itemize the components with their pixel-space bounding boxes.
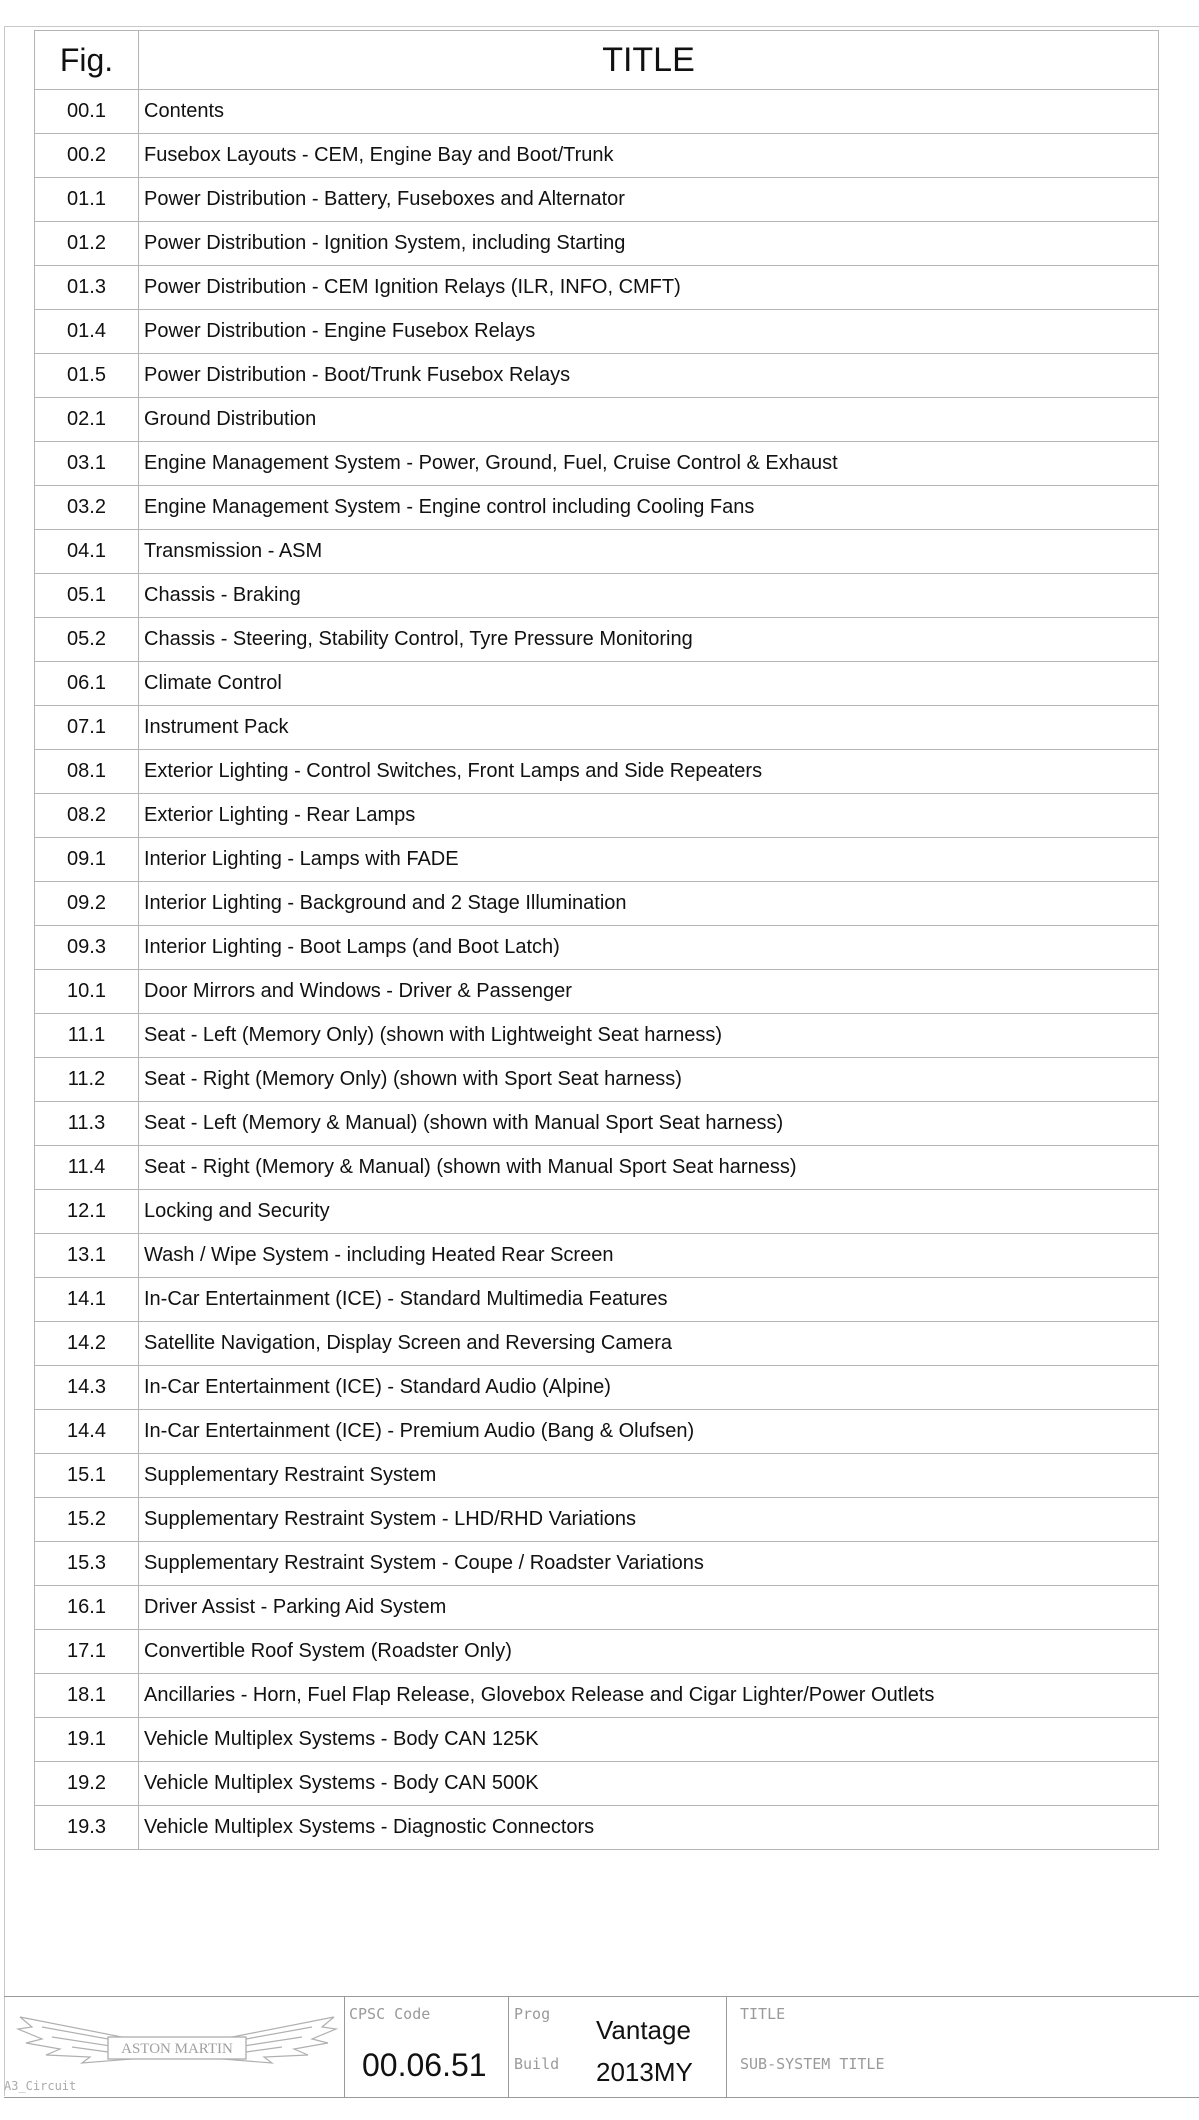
table-row	[35, 1630, 1159, 1674]
table-row	[35, 1718, 1159, 1762]
fig-number: 05.2	[35, 618, 139, 662]
table-row	[35, 970, 1159, 1014]
table-row	[35, 1014, 1159, 1058]
fig-title: Vehicle Multiplex Systems - Diagnostic Connectors	[139, 1806, 1159, 1850]
fig-number: 17.1	[35, 1630, 139, 1674]
fig-number: 16.1	[35, 1586, 139, 1630]
aston-martin-wings-logo	[12, 2007, 342, 2077]
table-row	[35, 794, 1159, 838]
fig-title: Seat - Left (Memory Only) (shown with Lightweight Seat harness)	[139, 1014, 1159, 1058]
cpsc-code-value: 00.06.51	[362, 2047, 487, 2083]
table-row	[35, 1058, 1159, 1102]
table-header-row	[35, 31, 1159, 90]
fig-number: 00.1	[35, 90, 139, 134]
fig-title: Interior Lighting - Background and 2 Stage Illumination	[139, 882, 1159, 926]
fig-number: 09.3	[35, 926, 139, 970]
fig-number: 05.1	[35, 574, 139, 618]
fig-number: 10.1	[35, 970, 139, 1014]
fig-number: 19.3	[35, 1806, 139, 1850]
table-row	[35, 926, 1159, 970]
fig-number: 01.4	[35, 310, 139, 354]
fig-number: 15.3	[35, 1542, 139, 1586]
fig-number: 11.4	[35, 1146, 139, 1190]
table-row	[35, 398, 1159, 442]
contents-table	[34, 30, 1159, 1850]
fig-title: Locking and Security	[139, 1190, 1159, 1234]
fig-number: 03.2	[35, 486, 139, 530]
fig-number: 14.1	[35, 1278, 139, 1322]
subsystem-title-label: SUB-SYSTEM TITLE	[740, 2055, 885, 2073]
title-block	[4, 1996, 1199, 2098]
fig-title: Wash / Wipe System - including Heated Rear Screen	[139, 1234, 1159, 1278]
fig-title: Power Distribution - CEM Ignition Relays (ILR, INFO, CMFT)	[139, 266, 1159, 310]
fig-title: Exterior Lighting - Control Switches, Front Lamps and Side Repeaters	[139, 750, 1159, 794]
prog-value: Vantage	[596, 2015, 691, 2045]
fig-title: Ancillaries - Horn, Fuel Flap Release, Glovebox Release and Cigar Lighter/Power Outlets	[139, 1674, 1159, 1718]
table-row	[35, 530, 1159, 574]
divider	[344, 1997, 345, 2097]
fig-number: 15.2	[35, 1498, 139, 1542]
table-row	[35, 1498, 1159, 1542]
column-header-title: TITLE	[139, 31, 1159, 90]
table-row	[35, 266, 1159, 310]
fig-number: 11.1	[35, 1014, 139, 1058]
fig-title: Fusebox Layouts - CEM, Engine Bay and Boot/Trunk	[139, 134, 1159, 178]
fig-title: Chassis - Braking	[139, 574, 1159, 618]
fig-number: 12.1	[35, 1190, 139, 1234]
fig-title: Engine Management System - Power, Ground, Fuel, Cruise Control & Exhaust	[139, 442, 1159, 486]
fig-number: 19.2	[35, 1762, 139, 1806]
table-row	[35, 1278, 1159, 1322]
fig-title: In-Car Entertainment (ICE) - Standard Multimedia Features	[139, 1278, 1159, 1322]
fig-title: Door Mirrors and Windows - Driver & Passenger	[139, 970, 1159, 1014]
table-row	[35, 1674, 1159, 1718]
fig-number: 18.1	[35, 1674, 139, 1718]
title-label: TITLE	[740, 2005, 786, 2023]
table-row	[35, 178, 1159, 222]
fig-number: 06.1	[35, 662, 139, 706]
table-row	[35, 1762, 1159, 1806]
build-value: 2013MY	[596, 2057, 693, 2087]
fig-title: Power Distribution - Boot/Trunk Fusebox Relays	[139, 354, 1159, 398]
fig-number: 03.1	[35, 442, 139, 486]
column-header-fig: Fig.	[35, 31, 139, 90]
table-row	[35, 706, 1159, 750]
fig-number: 13.1	[35, 1234, 139, 1278]
fig-title: Contents	[139, 90, 1159, 134]
fig-title: Ground Distribution	[139, 398, 1159, 442]
fig-number: 01.3	[35, 266, 139, 310]
fig-number: 00.2	[35, 134, 139, 178]
fig-title: Seat - Right (Memory & Manual) (shown with Manual Sport Seat harness)	[139, 1146, 1159, 1190]
divider	[726, 1997, 727, 2097]
fig-title: Vehicle Multiplex Systems - Body CAN 500K	[139, 1762, 1159, 1806]
fig-number: 01.5	[35, 354, 139, 398]
table-row	[35, 1806, 1159, 1850]
fig-title: Convertible Roof System (Roadster Only)	[139, 1630, 1159, 1674]
divider	[508, 1997, 509, 2097]
table-row	[35, 882, 1159, 926]
table-row	[35, 1586, 1159, 1630]
fig-number: 15.1	[35, 1454, 139, 1498]
prog-label: Prog	[514, 2005, 551, 2023]
table-row	[35, 662, 1159, 706]
fig-title: Exterior Lighting - Rear Lamps	[139, 794, 1159, 838]
table-row	[35, 222, 1159, 266]
fig-title: Supplementary Restraint System - LHD/RHD Variations	[139, 1498, 1159, 1542]
fig-number: 08.1	[35, 750, 139, 794]
table-row	[35, 574, 1159, 618]
table-row	[35, 442, 1159, 486]
fig-title: In-Car Entertainment (ICE) - Premium Audio (Bang & Olufsen)	[139, 1410, 1159, 1454]
cpsc-code-label: CPSC Code	[349, 2005, 431, 2023]
fig-title: Vehicle Multiplex Systems - Body CAN 125K	[139, 1718, 1159, 1762]
fig-title: Seat - Right (Memory Only) (shown with Sport Seat harness)	[139, 1058, 1159, 1102]
table-row	[35, 1410, 1159, 1454]
fig-number: 19.1	[35, 1718, 139, 1762]
fig-title: Climate Control	[139, 662, 1159, 706]
fig-number: 14.2	[35, 1322, 139, 1366]
fig-title: Power Distribution - Battery, Fuseboxes and Alternator	[139, 178, 1159, 222]
fig-number: 02.1	[35, 398, 139, 442]
table-body	[35, 90, 1159, 1850]
table-row	[35, 1366, 1159, 1410]
fig-number: 11.2	[35, 1058, 139, 1102]
table-row	[35, 1322, 1159, 1366]
table-row	[35, 486, 1159, 530]
fig-title: Seat - Left (Memory & Manual) (shown with Manual Sport Seat harness)	[139, 1102, 1159, 1146]
fig-title: Power Distribution - Engine Fusebox Relays	[139, 310, 1159, 354]
table-row	[35, 310, 1159, 354]
fig-number: 14.3	[35, 1366, 139, 1410]
build-label: Build	[514, 2055, 560, 2073]
fig-title: Interior Lighting - Lamps with FADE	[139, 838, 1159, 882]
table-row	[35, 1542, 1159, 1586]
fig-title: Supplementary Restraint System	[139, 1454, 1159, 1498]
fig-title: Engine Management System - Engine control including Cooling Fans	[139, 486, 1159, 530]
fig-number: 07.1	[35, 706, 139, 750]
fig-number: 01.1	[35, 178, 139, 222]
logo-text: ASTON MARTIN	[121, 2041, 233, 2057]
fig-title: Transmission - ASM	[139, 530, 1159, 574]
table-row	[35, 1234, 1159, 1278]
table-row	[35, 1190, 1159, 1234]
fig-title: Driver Assist - Parking Aid System	[139, 1586, 1159, 1630]
fig-number: 01.2	[35, 222, 139, 266]
fig-title: Interior Lighting - Boot Lamps (and Boot Latch)	[139, 926, 1159, 970]
table-row	[35, 750, 1159, 794]
fig-number: 11.3	[35, 1102, 139, 1146]
table-row	[35, 134, 1159, 178]
fig-title: Satellite Navigation, Display Screen and Reversing Camera	[139, 1322, 1159, 1366]
table-row	[35, 1454, 1159, 1498]
table-row	[35, 1146, 1159, 1190]
fig-number: 08.2	[35, 794, 139, 838]
table-row	[35, 90, 1159, 134]
fig-title: Power Distribution - Ignition System, including Starting	[139, 222, 1159, 266]
fig-title: Chassis - Steering, Stability Control, Tyre Pressure Monitoring	[139, 618, 1159, 662]
fig-number: 14.4	[35, 1410, 139, 1454]
table-row	[35, 838, 1159, 882]
fig-number: 04.1	[35, 530, 139, 574]
table-row	[35, 354, 1159, 398]
fig-title: Supplementary Restraint System - Coupe / Roadster Variations	[139, 1542, 1159, 1586]
table-row	[35, 618, 1159, 662]
fig-title: In-Car Entertainment (ICE) - Standard Audio (Alpine)	[139, 1366, 1159, 1410]
fig-number: 09.2	[35, 882, 139, 926]
sheet-caption: A3_Circuit	[4, 2079, 77, 2093]
fig-title: Instrument Pack	[139, 706, 1159, 750]
fig-number: 09.1	[35, 838, 139, 882]
table-row	[35, 1102, 1159, 1146]
